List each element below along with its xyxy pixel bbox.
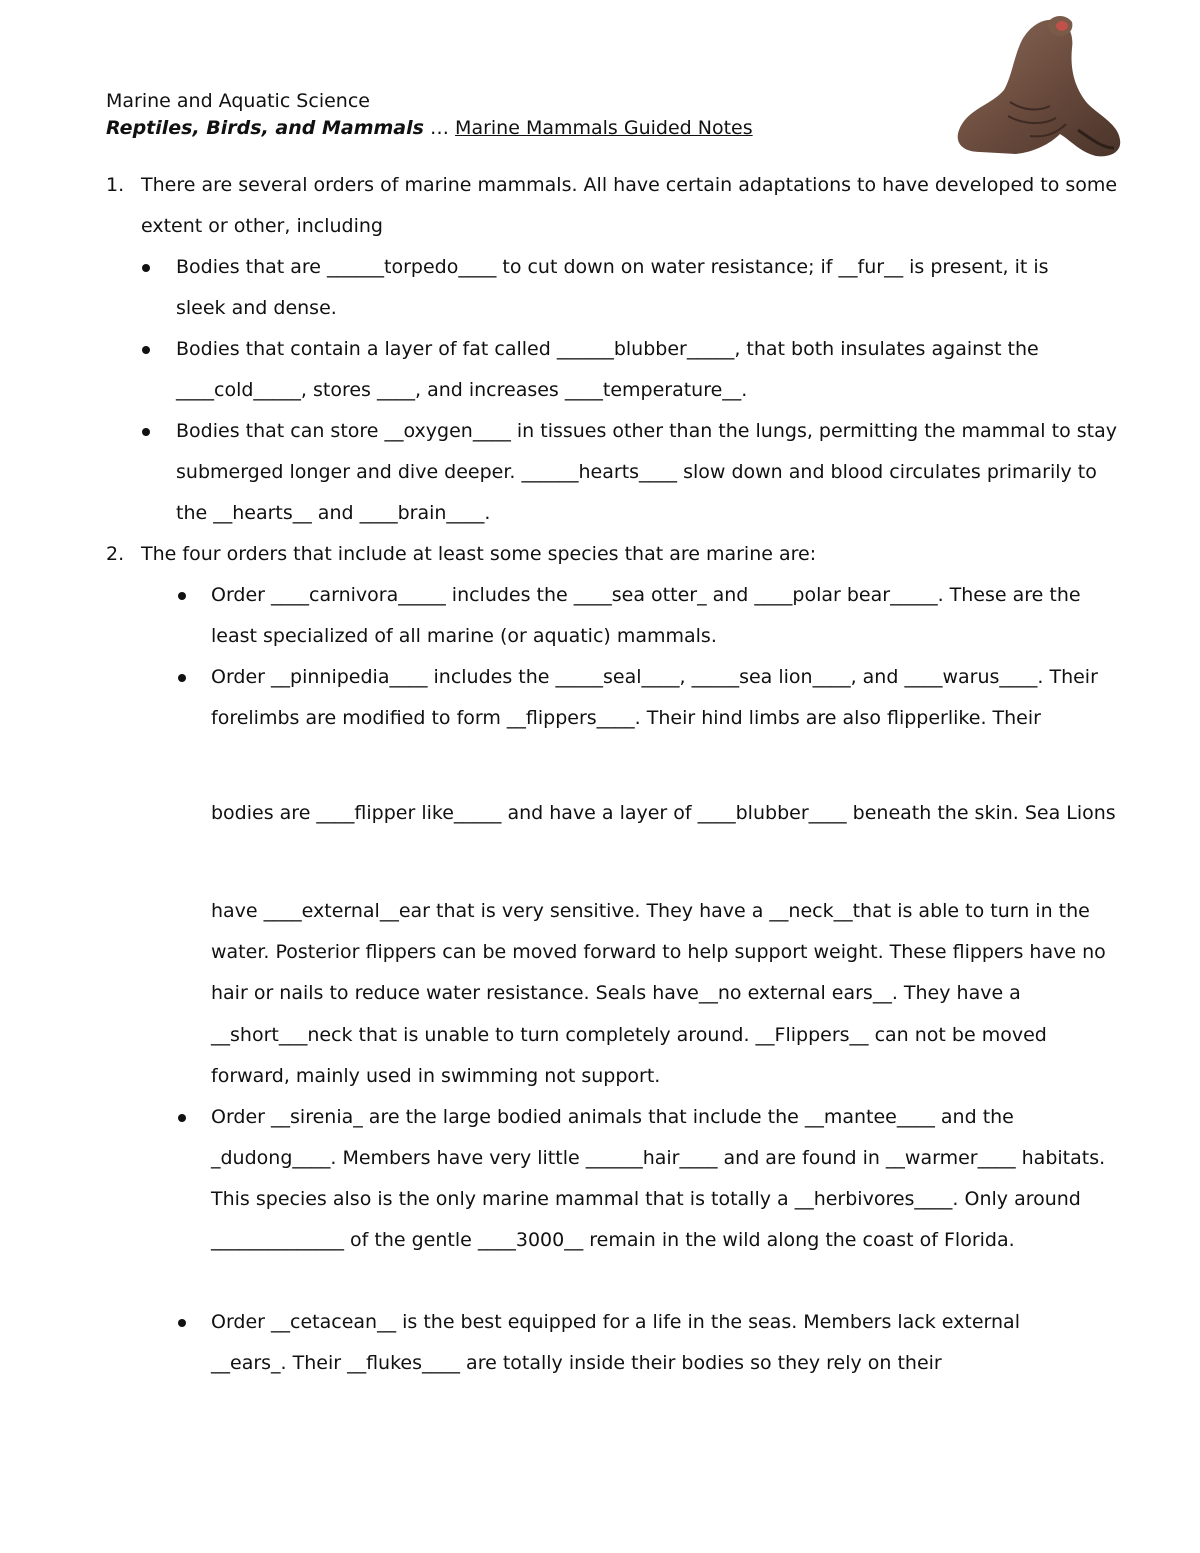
q2-bullet-line: water. Posterior flippers can be moved forward to help support weight. These flippers have no <box>211 941 1106 963</box>
q1-bullet-line: sleek and dense. <box>176 297 337 319</box>
q2-bullet-line: Order ____carnivora_____ includes the ____sea otter_ and ____polar bear_____. These are the <box>211 584 1081 606</box>
worksheet-title: Marine Mammals Guided Notes <box>455 117 753 139</box>
course-title: Marine and Aquatic Science <box>106 90 370 112</box>
q2-bullet-line: Order __sirenia_ are the large bodied animals that include the __mantee____ and the <box>211 1106 1014 1128</box>
q1-bullet-line: submerged longer and dive deeper. ______hearts____ slow down and blood circulates primarily to <box>176 461 1097 483</box>
unit-topic: Reptiles, Birds, and Mammals <box>106 117 424 139</box>
item-number-2: 2. <box>106 543 125 565</box>
q2-bullet-line: bodies are ____flipper like_____ and have a layer of ____blubber____ beneath the skin. Sea Lions <box>211 802 1116 824</box>
bullet-marker <box>142 264 150 272</box>
sea-lion-image <box>950 12 1122 160</box>
q2-bullet-line: forelimbs are modified to form __flippers____. Their hind limbs are also flipperlike. Their <box>211 707 1041 729</box>
q1-bullet-line: ____cold_____, stores ____, and increases ____temperature__. <box>176 379 748 401</box>
q2-bullet-line: forward, mainly used in swimming not support. <box>211 1065 661 1087</box>
bullet-marker <box>142 346 150 354</box>
q2-bullet-line: ______________ of the gentle ____3000__ remain in the wild along the coast of Florida. <box>211 1229 1015 1251</box>
q2-bullet-line: hair or nails to reduce water resistance. Seals have__no external ears__. They have a <box>211 982 1021 1004</box>
q2-bullet-line: Order __cetacean__ is the best equipped for a life in the seas. Members lack external <box>211 1311 1020 1333</box>
q1-text-line: extent or other, including <box>141 215 383 237</box>
q1-bullet-line: Bodies that contain a layer of fat called ______blubber_____, that both insulates against the <box>176 338 1039 360</box>
bullet-marker <box>178 592 186 600</box>
q2-bullet-line: __ears_. Their __flukes____ are totally inside their bodies so they rely on their <box>211 1352 942 1374</box>
bullet-marker <box>178 1114 186 1122</box>
bullet-marker <box>178 674 186 682</box>
unit-heading <box>106 117 753 139</box>
q1-bullet-line: Bodies that can store __oxygen____ in tissues other than the lungs, permitting the mammal to stay <box>176 420 1117 442</box>
bullet-marker <box>178 1319 186 1327</box>
q2-intro: The four orders that include at least some species that are marine are: <box>141 543 817 565</box>
q2-bullet-line: __short___neck that is unable to turn completely around. __Flippers__ can not be moved <box>211 1024 1047 1046</box>
q1-text-line: There are several orders of marine mammals. All have certain adaptations to have developed to some <box>141 174 1118 196</box>
q2-bullet-line: _dudong____. Members have very little ______hair____ and are found in __warmer____ habitats. <box>211 1147 1106 1169</box>
q1-bullet-line: the __hearts__ and ____brain____. <box>176 502 491 524</box>
q1-bullet-line: Bodies that are ______torpedo____ to cut down on water resistance; if __fur__ is present, it is <box>176 256 1049 278</box>
q2-bullet-line: Order __pinnipedia____ includes the _____seal____, _____sea lion____, and ____warus____. Their <box>211 666 1098 688</box>
q2-bullet-line: This species also is the only marine mammal that is totally a __herbivores____. Only around <box>211 1188 1081 1210</box>
bullet-marker <box>142 428 150 436</box>
unit-separator: … <box>423 117 456 139</box>
item-number-1: 1. <box>106 174 125 196</box>
q2-bullet-line: have ____external__ear that is very sensitive. They have a __neck__that is able to turn in the <box>211 900 1090 922</box>
q2-bullet-line: least specialized of all marine (or aquatic) mammals. <box>211 625 717 647</box>
